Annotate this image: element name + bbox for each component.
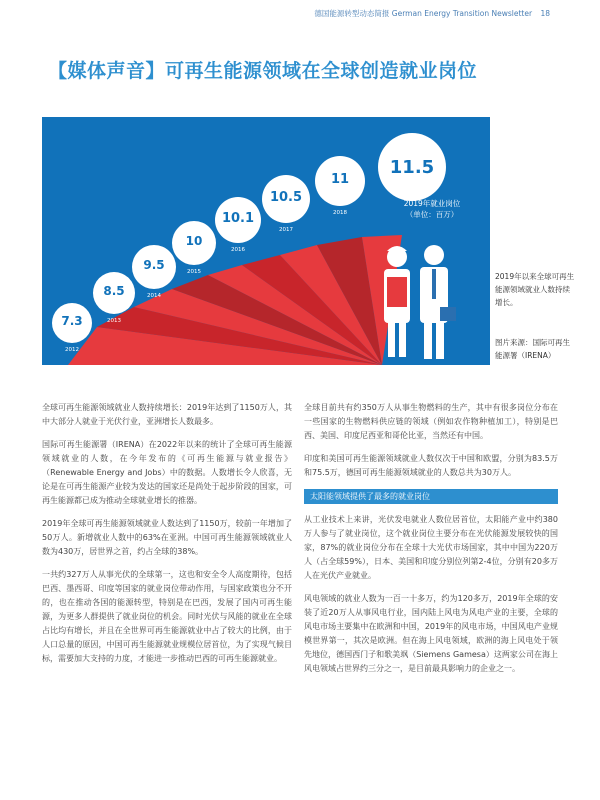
left-paragraph-3: 2019年全球可再生能源领域就业人数达到了1150万，较前一年增加了50万人。新增就业人数中的63%在亚洲。中国可再生能源领域就业人数为430万，居世界之首，约占全球的38%。	[42, 519, 292, 556]
page-title: 【媒体声音】可再生能源领域在全球创造就业岗位	[48, 60, 478, 82]
bubble-value-7: 11.5	[389, 157, 435, 178]
jobs-infographic	[42, 117, 490, 365]
bubble-year-4: 2016	[231, 247, 245, 253]
bubble-year-2: 2014	[147, 293, 161, 299]
bubble-value-4: 10.1	[221, 211, 255, 226]
bubble-value-3: 10	[185, 234, 203, 248]
bubble-year-0: 2012	[65, 347, 79, 353]
section-subheading: 太阳能领域提供了最多的就业岗位	[304, 489, 558, 504]
bubble-value-1: 8.5	[103, 284, 125, 298]
bubble-year-1: 2013	[107, 318, 121, 324]
running-header	[314, 8, 550, 19]
left-paragraph-1: 全球可再生能源领域就业人数持续增长：2019年达到了1150万人，其中大部分人就业于光伏行业，亚洲增长人数最多。	[42, 403, 292, 426]
image-source: 图片来源：国际可再生能源署（IRENA）	[495, 338, 570, 360]
left-paragraph-2: 国际可再生能源署（IRENA）在2022年以来的统计了全球可再生能源领域就业的人数，在今年发布的《可再生能源与就业报告》（Renewable Energy and Jobs）中的数据。人数增长令人欣喜，无论是在可再生能源产业较为发达的国家还是尚处于起步阶段的国家，可再生能源都已成为推动全球就业增长的推器。	[42, 440, 292, 505]
jobs-label-line2: （单位：百万）	[405, 210, 459, 219]
bubble-value-5: 10.5	[269, 190, 303, 205]
bubble-year-5: 2017	[279, 227, 293, 233]
right-column	[304, 401, 558, 685]
left-column	[42, 401, 292, 675]
right-paragraph-1: 全球目前共有约350万人从事生物燃料的生产，其中有很多岗位分布在一些国家的生物燃料供应链的领域（例如农作物种植加工），特别是巴西、美国、印度尼西亚和哥伦比亚，当然还有中国。	[304, 403, 558, 440]
bubble-year-3: 2015	[187, 269, 201, 275]
bubble-year-6: 2018	[333, 210, 347, 216]
right-paragraph-4: 风电领域的就业人数为一百一十多万，约为120多万，2019年全球的安装了近20万人从事风电行业，国内陆上风电为风电产业的主要，全球的风电市场主要集中在欧洲和中国，2019年的风电市场，中国风电产业规模世界第一，其次是欧洲。但在海上风电领域，欧洲的海上风电处于领先地位，德国西门子和歌美飒（Siemens Gamesa）这两家公司在海上风电领域占世界约三分之一，是目前最具影响力的企业之一。	[304, 594, 558, 673]
right-paragraph-3: 从工业技术上来讲，光伏发电就业人数位居首位，太阳能产业中约380万人参与了就业岗位，这个就业岗位主要分布在光伏能源发展较快的国家，87%的就业岗位分布在全球十大光伏市场国家，其中中国为220万人（占全球59%），日本、美国和印度分别位列第2-4位，分别有20多万人在光伏产业就业。	[304, 515, 558, 580]
infographic-canvas	[42, 117, 490, 365]
page-number: 18	[540, 9, 550, 18]
bubble-value-2: 9.5	[143, 258, 165, 272]
image-caption: 2019年以来全球可再生能源领域就业人数持续增长。	[495, 272, 575, 307]
newsletter-name: 德国能源转型动态简报 German Energy Transition Newsletter	[314, 9, 533, 18]
right-paragraph-2: 印度和美国可再生能源领域就业人数仅次于中国和欧盟，分别为83.5万和75.5万，德国可再生能源领域就业的人数总共为30万人。	[304, 454, 558, 477]
left-paragraph-4: 一共约327万人从事光伏的全球第一，这也和安全令人高度期待，包括巴西、墨西哥、印度等国家的就业岗位带动作用，与国家政策也分不开的，也在推动各国的能源转型，特别是在巴西，发展了国内可再生能源，为更多人群提供了就业岗位的机会。同时光伏与风能的就业在全球占比均有增长，并且在全世界可再生能源就业中占了较大的比例，由于人口总量的原因，中国可再生能源就业规模位居首位，为了实现气候目标，需要加大支持的力度，才能进一步推动巴西的可再生能源就业。	[42, 570, 292, 663]
jobs-label-line1: 2019年就业岗位	[403, 199, 461, 208]
bubble-value-6: 11	[330, 172, 350, 187]
bubble-value-0: 7.3	[61, 314, 83, 328]
